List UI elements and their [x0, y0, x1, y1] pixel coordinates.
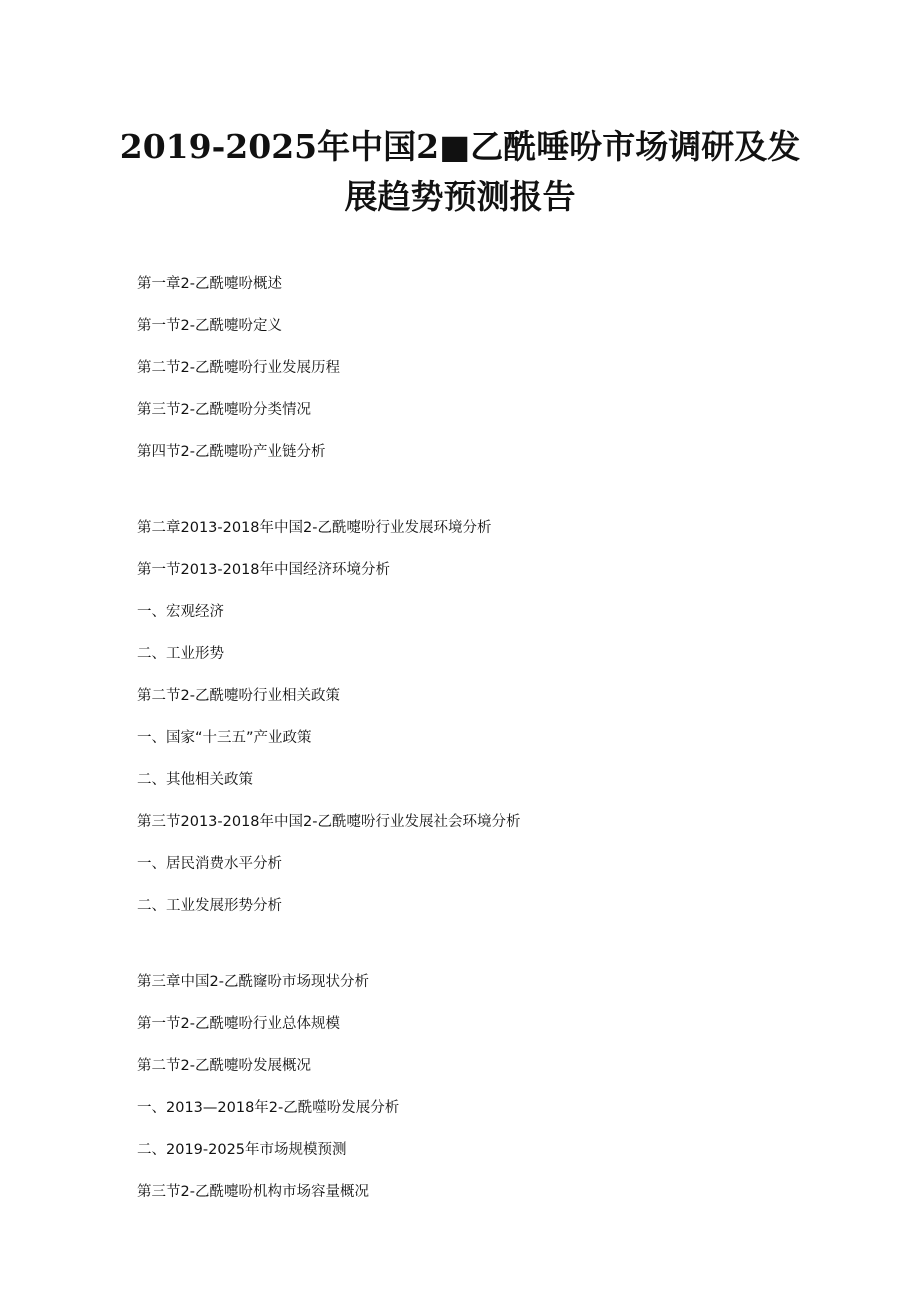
toc-chapter-2: 第二章2013-2018年中国2-乙酰嚏吩行业发展环境分析 — [137, 520, 492, 536]
toc-item: 第三节2-乙酰嚏吩机构市场容量概况 — [137, 1184, 369, 1200]
toc-item: 一、2013—2018年2-乙酰噬吩发展分析 — [137, 1100, 400, 1116]
toc-item: 一、居民消费水平分析 — [137, 856, 282, 872]
document-title-line-2: 展趋势预测报告 — [344, 177, 576, 216]
toc-item: 第一节2013-2018年中国经济环境分析 — [137, 562, 391, 578]
toc-item: 第一节2-乙酰嚏吩定义 — [137, 318, 282, 334]
toc-item: 二、其他相关政策 — [137, 772, 253, 788]
toc-chapter-3: 第三章中国2-乙酰窿吩市场现状分析 — [137, 974, 369, 990]
toc-item: 第四节2-乙酰嚏吩产业链分析 — [137, 444, 326, 460]
toc-item: 一、宏观经济 — [137, 604, 224, 620]
toc-chapter-1: 第一章2-乙酰嚏吩概述 — [137, 276, 282, 292]
toc-item: 第一节2-乙酰嚏吩行业总体规模 — [137, 1016, 340, 1032]
toc-item: 第二节2-乙酰嚏吩行业相关政策 — [137, 688, 340, 704]
toc-item: 第三节2-乙酰嚏吩分类情况 — [137, 402, 311, 418]
toc-item: 第三节2013-2018年中国2-乙酰嚏吩行业发展社会环境分析 — [137, 814, 521, 830]
toc-item: 二、工业形势 — [137, 646, 224, 662]
toc-item: 第二节2-乙酰嚏吩行业发展历程 — [137, 360, 340, 376]
toc-item: 二、工业发展形势分析 — [137, 898, 282, 914]
toc-item: 第二节2-乙酰嚏吩发展概况 — [137, 1058, 311, 1074]
toc-item: 二、2019-2025年市场规模预测 — [137, 1142, 347, 1158]
document-title-line-1: 2019-2025年中国2■乙酰唾吩市场调研及发 — [119, 127, 801, 166]
toc-item: 一、国家“十三五”产业政策 — [137, 730, 312, 746]
